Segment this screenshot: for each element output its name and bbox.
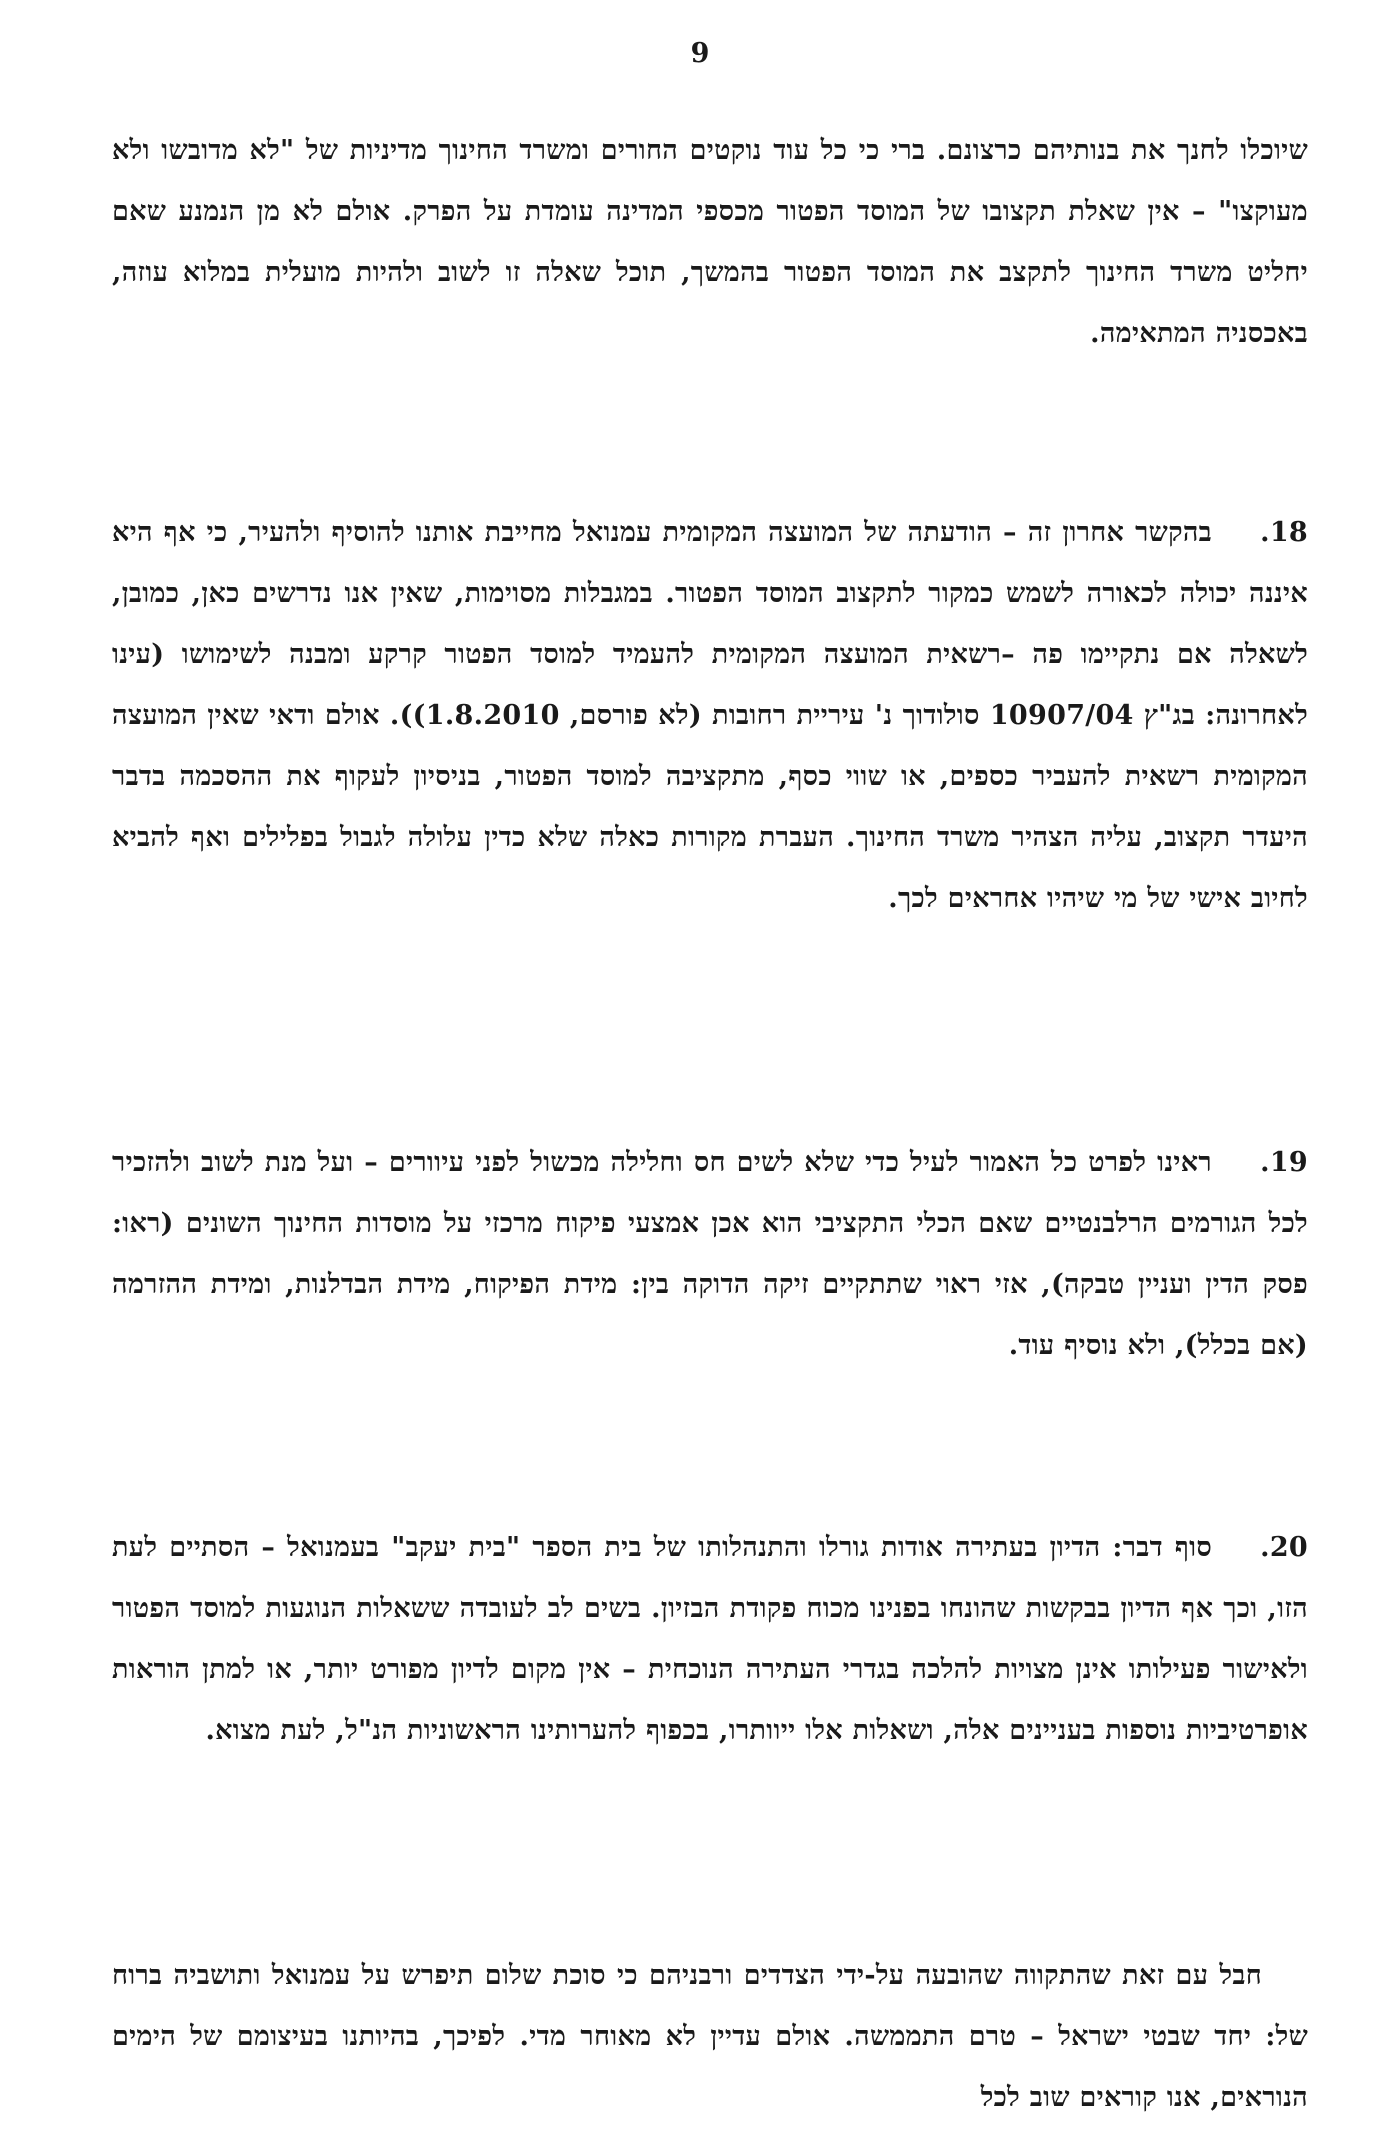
paragraph-closing-text: חבל עם זאת שהתקווה שהובעה על-ידי הצדדים ורבניהם כי סוכת שלום תיפרש על עמנואל ותושביה ברוח של: יחד שבטי ישראל – טרם התממשה. אולם עדיין לא מאוחר מדי. לפיכך, בהיותנו בעיצומם של הימים הנוראים, אנו קוראים שוב לכל [112,1960,1308,2113]
paragraph-20 [112,1517,1308,1761]
paragraph-intro [112,120,1308,364]
paragraph-19-text: ראינו לפרט כל האמור לעיל כדי שלא לשים חס וחלילה מכשול לפני עיוורים – ועל מנת לשוב ולהזכיר לכל הגורמים הרלבנטיים שאם הכלי התקציבי הוא אכן אמצעי פיקוח מרכזי על מוסדות החינוך השונים (ראו: פסק הדין ועניין טבקה), אזי ראוי שתתקיים זיקה הדוקה בין: מידת הפיקוח, מידת הבדלנות, ומידת ההזרמה (אם בכלל), ולא נוסיף עוד. [112,1147,1308,1361]
paragraph-20-number: 20. [1260,1532,1308,1563]
paragraph-intro-text: שיוכלו לחנך את בנותיהם כרצונם. ברי כי כל עוד נוקטים החורים ומשרד החינוך מדיניות של "לא מדובשו ולא מעוקצו" – אין שאלת תקצובו של המוסד הפטור מכספי המדינה עומדת על הפרק. אולם לא מן הנמנע שאם יחליט משרד החינוך לתקצב את המוסד הפטור בהמשך, תוכל שאלה זו לשוב ולהיות מועלית במלוא עוזה, באכסניה המתאימה. [112,135,1308,349]
paragraph-19-number: 19. [1260,1147,1308,1178]
paragraph-20-text: סוף דבר: הדיון בעתירה אודות גורלו והתנהלותו של בית הספר "בית יעקב" בעמנואל – הסתיים לעת הזו, וכך אף הדיון בבקשות שהונחו בפנינו מכוח פקודת הבזיון. בשים לב לעובדה ששאלות הנוגעות למוסד הפטור ולאישור פעילותו אינן מצויות להלכה בגדרי העתירה הנוכחית – אין מקום לדיון מפורט יותר, או למתן הוראות אופרטיביות נוספות בעניינים אלה, ושאלות אלו ייוותרו, בכפוף להערותינו הראשוניות הנ"ל, לעת מצוא. [112,1532,1308,1746]
paragraph-closing [112,1945,1308,2128]
paragraph-19 [112,1132,1308,1376]
paragraph-18-text: בהקשר אחרון זה – הודעתה של המועצה המקומית עמנואל מחייבת אותנו להוסיף ולהעיר, כי אף היא איננה יכולה לכאורה לשמש כמקור לתקצוב המוסד הפטור. במגבלות מסוימות, שאין אנו נדרשים כאן, כמובן, לשאלה אם נתקיימו פה –רשאית המועצה המקומית להעמיד למוסד הפטור קרקע ומבנה לשימושו (עינו לאחרונה: בג"ץ 10907/04 סולודוך נ' עיריית רחובות (לא פורסם, 1.8.2010)). אולם ודאי שאין המועצה המקומית רשאית להעביר כספים, או שווי כסף, מתקציבה למוסד הפטור, בניסיון לעקוף את ההסכמה בדבר היעדר תקצוב, עליה הצהיר משרד החינוך. העברת מקורות כאלה שלא כדין עלולה לגבול בפלילים ואף להביא לחיוב אישי של מי שיהיו אחראים לכך. [112,517,1309,914]
page-number: 9 [690,38,710,69]
paragraph-18-number: 18. [1260,517,1308,548]
paragraph-18 [112,502,1308,929]
